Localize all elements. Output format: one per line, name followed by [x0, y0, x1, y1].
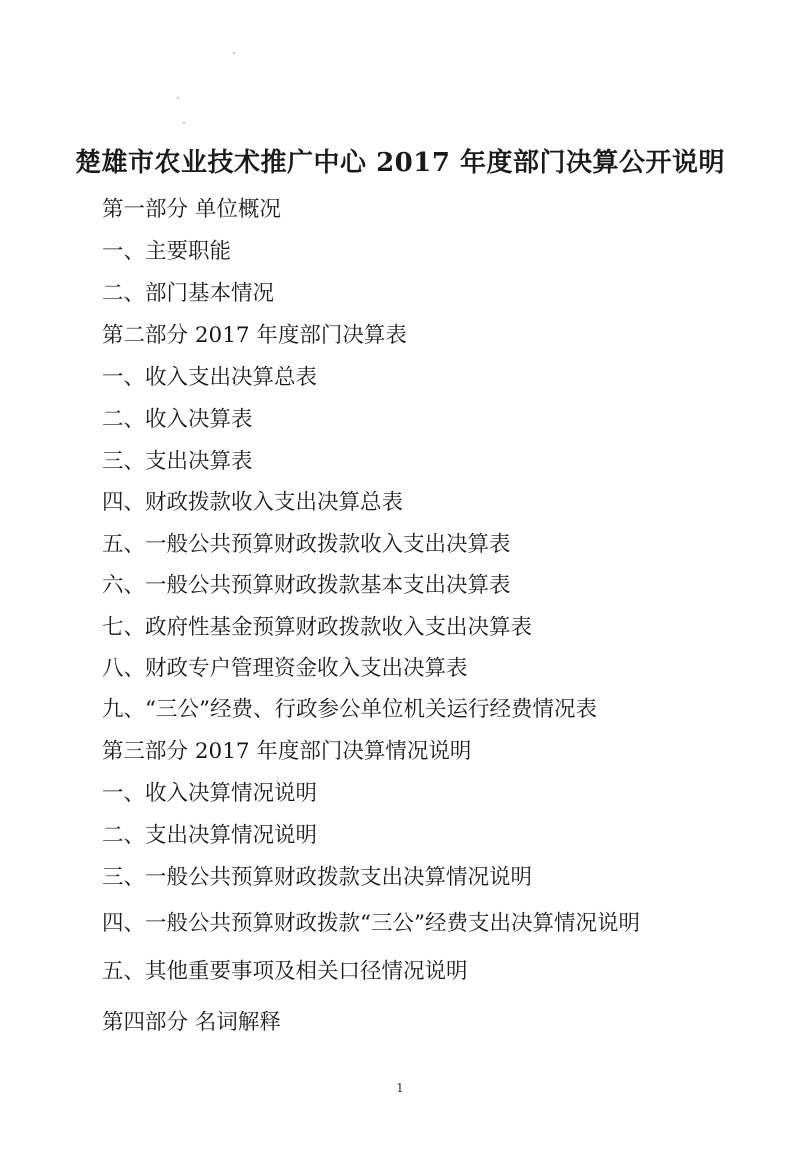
- toc-item: 三、一般公共预算财政拨款支出决算情况说明: [102, 865, 533, 890]
- scan-speck: [233, 52, 235, 54]
- part-4-heading: 第四部分 名词解释: [102, 1010, 281, 1035]
- toc-item: 四、财政拨款收入支出决算总表: [102, 490, 404, 515]
- toc-item: 六、一般公共预算财政拨款基本支出决算表: [102, 573, 511, 598]
- page-number: 1: [396, 1081, 404, 1095]
- toc-item: 五、其他重要事项及相关口径情况说明: [102, 959, 468, 984]
- toc-item: 一、主要职能: [102, 239, 232, 264]
- part-1-heading: 第一部分 单位概况: [102, 197, 281, 222]
- document-title: 楚雄市农业技术推广中心 2017 年度部门决算公开说明: [75, 148, 725, 178]
- toc-item: 八、财政专户管理资金收入支出决算表: [102, 656, 468, 681]
- toc-item: 四、一般公共预算财政拨款“三公”经费支出决算情况说明: [102, 911, 640, 936]
- part-2-heading: 第二部分 2017 年度部门决算表: [102, 323, 407, 348]
- part-3-heading: 第三部分 2017 年度部门决算情况说明: [102, 739, 472, 764]
- toc-item: 二、支出决算情况说明: [102, 823, 318, 848]
- toc-item: 三、支出决算表: [102, 449, 253, 474]
- toc-item: 二、收入决算表: [102, 407, 253, 432]
- scan-speck: [177, 97, 179, 99]
- toc-item: 二、部门基本情况: [102, 281, 275, 306]
- toc-item: 五、一般公共预算财政拨款收入支出决算表: [102, 532, 511, 557]
- toc-item: 九、“三公”经费、行政参公单位机关运行经费情况表: [102, 697, 597, 722]
- toc-item: 一、收入支出决算总表: [102, 365, 318, 390]
- toc-item: 七、政府性基金预算财政拨款收入支出决算表: [102, 615, 533, 640]
- scan-speck: [183, 122, 185, 124]
- toc-item: 一、收入决算情况说明: [102, 781, 318, 806]
